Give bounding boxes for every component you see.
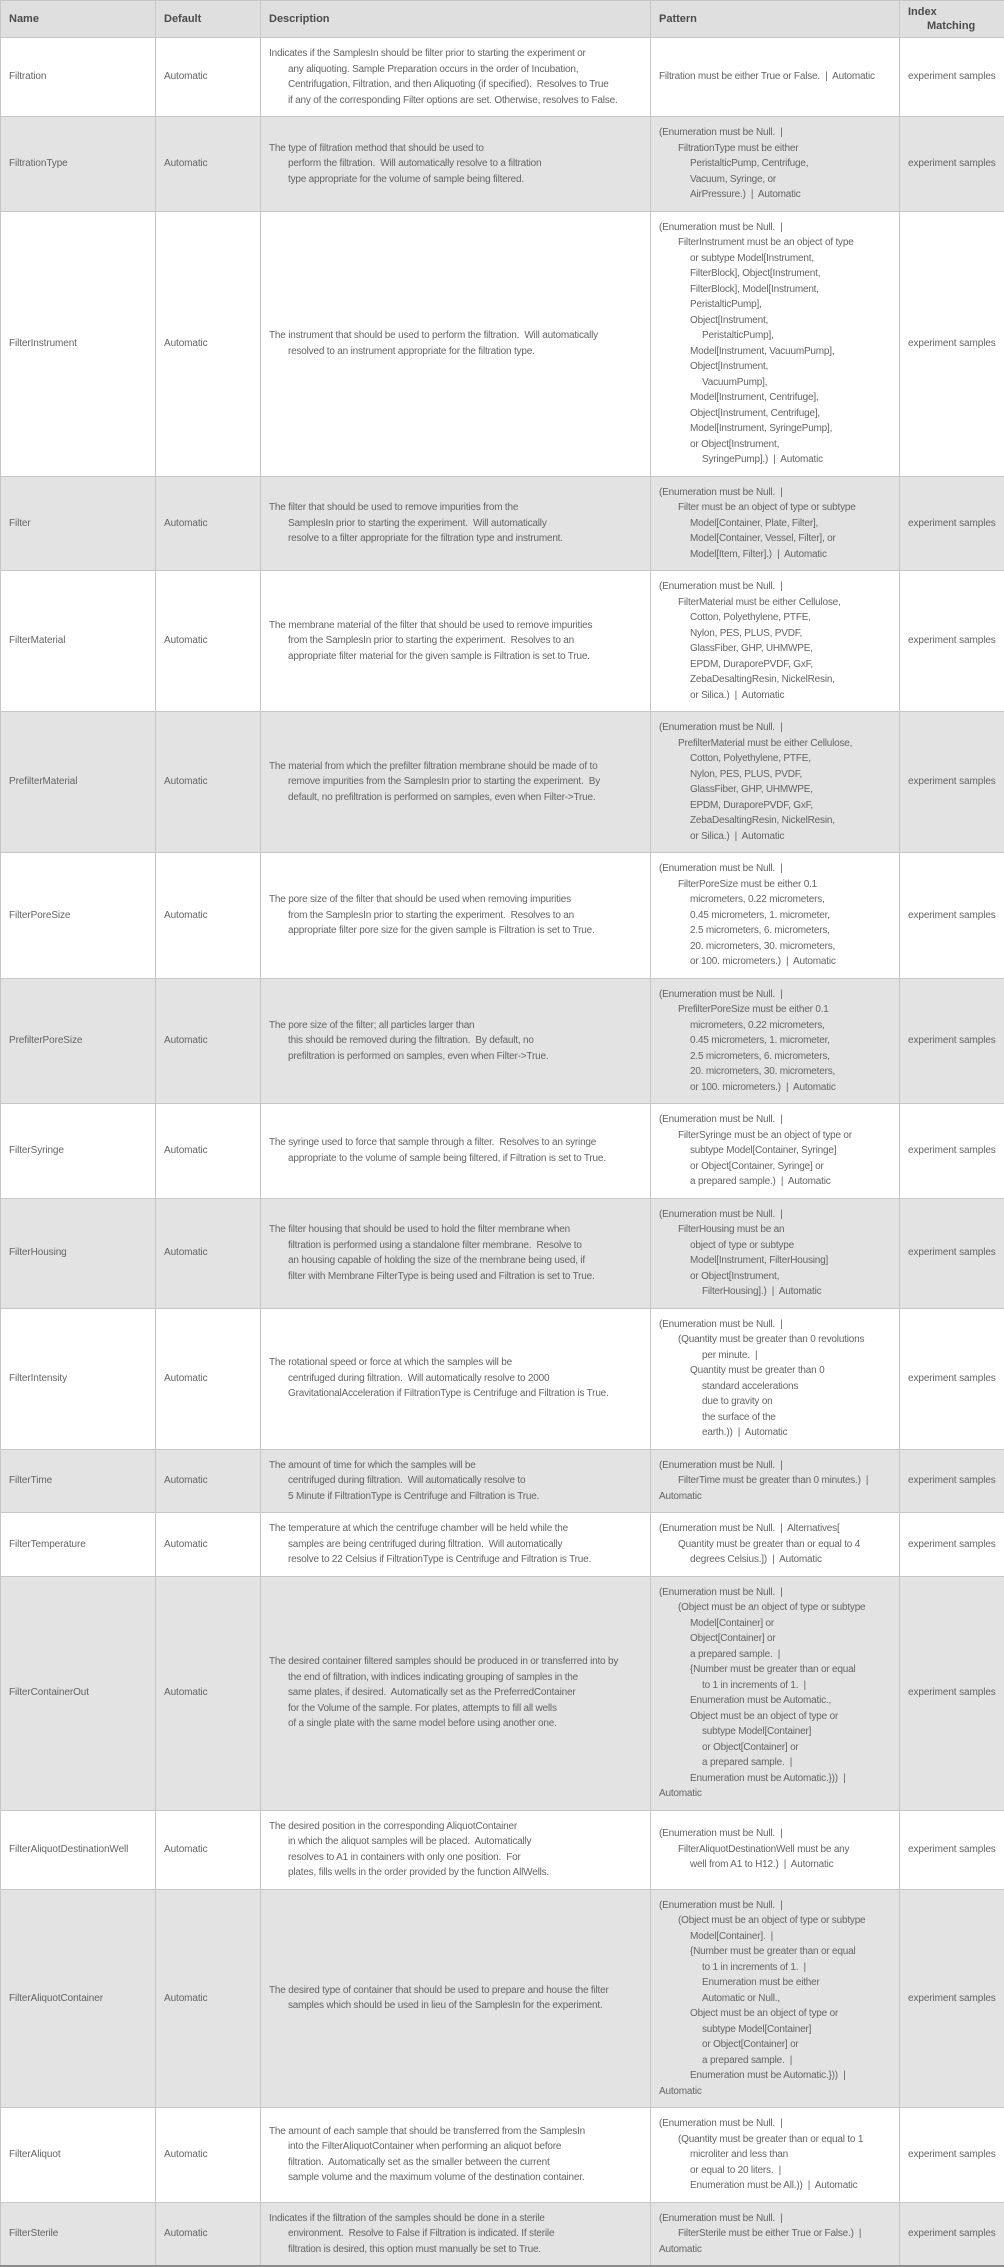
table-row <box>1 1889 1004 2108</box>
text-line: a prepared sample. | <box>659 1647 891 1663</box>
option-pattern <box>651 1889 900 2108</box>
option-pattern <box>651 2108 900 2203</box>
text-line: remove impurities from the SamplesIn prior to starting the experiment. By <box>269 774 642 790</box>
table-row <box>1 571 1004 712</box>
option-default: Automatic <box>156 476 261 571</box>
option-pattern <box>651 712 900 853</box>
table-row <box>1 853 1004 979</box>
table-body <box>1 38 1004 2267</box>
text-line: earth.)) | Automatic <box>659 1425 891 1441</box>
option-description <box>261 117 651 212</box>
text-line: SamplesIn prior to starting the experiment. Will automatically <box>269 516 642 532</box>
text-line: Enumeration must be Automatic., <box>659 1693 891 1709</box>
option-pattern <box>651 1513 900 1577</box>
col-header-default: Default <box>156 1 261 38</box>
text-line: Model[Item, Filter].) | Automatic <box>659 547 891 563</box>
option-default: Automatic <box>156 211 261 476</box>
text-line: FilterBlock], Model[Instrument, <box>659 282 891 298</box>
option-description <box>261 978 651 1104</box>
text-line: (Quantity must be greater than 0 revolutions <box>659 1332 891 1348</box>
option-name: FilterAliquotContainer <box>1 1889 156 2108</box>
option-name: FilterMaterial <box>1 571 156 712</box>
option-default: Automatic <box>156 1308 261 1449</box>
text-line: {Number must be greater than or equal <box>659 1944 891 1960</box>
col-header-index-matching <box>900 1 1004 38</box>
text-line: or Silica.) | Automatic <box>659 829 891 845</box>
text-line: if any of the corresponding Filter options are set. Otherwise, resolves to False. <box>269 93 642 109</box>
option-pattern <box>651 978 900 1104</box>
text-line: The rotational speed or force at which the samples will be <box>269 1355 642 1371</box>
text-line: PeristalticPump], <box>659 297 891 313</box>
text-line: The pore size of the filter; all particles larger than <box>269 1018 642 1034</box>
option-index-matching: experiment samples <box>900 853 1004 979</box>
text-line: appropriate to the volume of sample being filtered, if Filtration is set to True. <box>269 1151 642 1167</box>
option-description <box>261 211 651 476</box>
text-line: Model[Container, Vessel, Filter], or <box>659 531 891 547</box>
text-line: Object must be an object of type or <box>659 1709 891 1725</box>
text-line: Object[Container] or <box>659 1631 891 1647</box>
text-line: micrometers, 0.22 micrometers, <box>659 892 891 908</box>
text-line: plates, fills wells in the order provided by the function AllWells. <box>269 1865 642 1881</box>
text-line: FilterAliquotDestinationWell must be any <box>659 1842 891 1858</box>
text-line: FiltrationType must be either <box>659 141 891 157</box>
text-line: well from A1 to H12.) | Automatic <box>659 1857 891 1873</box>
text-line: Model[Instrument, Centrifuge], <box>659 390 891 406</box>
option-default: Automatic <box>156 1513 261 1577</box>
text-line: Automatic <box>659 2084 891 2100</box>
option-pattern <box>651 38 900 117</box>
option-pattern <box>651 117 900 212</box>
text-line: or subtype Model[Instrument, <box>659 251 891 267</box>
text-line: The filter housing that should be used to hold the filter membrane when <box>269 1222 642 1238</box>
text-line: (Enumeration must be Null. | <box>659 1826 891 1842</box>
text-line: object of type or subtype <box>659 1238 891 1254</box>
text-line: or Object[Container] or <box>659 2037 891 2053</box>
text-line: filtration. Automatically set as the smaller between the current <box>269 2155 642 2171</box>
text-line: resolves to A1 in containers with only one position. For <box>269 1850 642 1866</box>
table-row <box>1 1104 1004 1199</box>
text-line: a prepared sample. | <box>659 1755 891 1771</box>
text-line: PeristalticPump, Centrifuge, <box>659 156 891 172</box>
option-index-matching: experiment samples <box>900 1576 1004 1810</box>
text-line: (Enumeration must be Null. | <box>659 861 891 877</box>
option-default: Automatic <box>156 2202 261 2266</box>
text-line: FilterHousing].) | Automatic <box>659 1284 891 1300</box>
option-index-matching: experiment samples <box>900 2202 1004 2266</box>
text-line: Centrifugation, Filtration, and then Aliquoting (if specified). Resolves to True <box>269 77 642 93</box>
text-line: Quantity must be greater than 0 <box>659 1363 891 1379</box>
text-line: (Enumeration must be Null. | <box>659 1898 891 1914</box>
option-default: Automatic <box>156 1576 261 1810</box>
option-name: FilterHousing <box>1 1198 156 1308</box>
text-line: appropriate filter material for the given sample is Filtration is set to True. <box>269 649 642 665</box>
table-row <box>1 1449 1004 1513</box>
text-line: Nylon, PES, PLUS, PVDF, <box>659 767 891 783</box>
option-default: Automatic <box>156 571 261 712</box>
text-line: The type of filtration method that should be used to <box>269 141 642 157</box>
option-name: Filtration <box>1 38 156 117</box>
text-line: (Enumeration must be Null. | <box>659 720 891 736</box>
text-line: (Enumeration must be Null. | <box>659 579 891 595</box>
text-line: Quantity must be greater than or equal to 4 <box>659 1537 891 1553</box>
text-line: GravitationalAcceleration if FiltrationType is Centrifuge and Filtration is True. <box>269 1386 642 1402</box>
text-line: type appropriate for the volume of sample being filtered. <box>269 172 642 188</box>
text-line: The desired type of container that should be used to prepare and house the filter <box>269 1983 642 1999</box>
text-line: micrometers, 0.22 micrometers, <box>659 1018 891 1034</box>
text-line: (Object must be an object of type or subtype <box>659 1600 891 1616</box>
text-line: The filter that should be used to remove impurities from the <box>269 500 642 516</box>
table-row <box>1 38 1004 117</box>
option-pattern <box>651 853 900 979</box>
text-line: Automatic <box>659 1786 891 1802</box>
option-pattern <box>651 1576 900 1810</box>
text-line: or 100. micrometers.) | Automatic <box>659 954 891 970</box>
text-line: (Enumeration must be Null. | <box>659 1585 891 1601</box>
option-default: Automatic <box>156 1810 261 1889</box>
option-index-matching: experiment samples <box>900 1104 1004 1199</box>
option-name: PrefilterMaterial <box>1 712 156 853</box>
text-line: The syringe used to force that sample through a filter. Resolves to an syringe <box>269 1135 642 1151</box>
option-description <box>261 1449 651 1513</box>
option-description <box>261 38 651 117</box>
text-line: 0.45 micrometers, 1. micrometer, <box>659 1033 891 1049</box>
option-description <box>261 1576 651 1810</box>
option-pattern <box>651 1810 900 1889</box>
text-line: (Enumeration must be Null. | <box>659 125 891 141</box>
text-line: filtration is desired, this option must manually be set to True. <box>269 2242 642 2258</box>
option-description <box>261 2202 651 2266</box>
text-line: or Object[Container, Syringe] or <box>659 1159 891 1175</box>
text-line: or Object[Container] or <box>659 1740 891 1756</box>
col-header-pattern: Pattern <box>651 1 900 38</box>
text-line: (Enumeration must be Null. | <box>659 2211 891 2227</box>
option-default: Automatic <box>156 38 261 117</box>
text-line: Cotton, Polyethylene, PTFE, <box>659 751 891 767</box>
option-name: FiltrationType <box>1 117 156 212</box>
text-line: (Enumeration must be Null. | <box>659 2116 891 2132</box>
option-index-matching: experiment samples <box>900 712 1004 853</box>
option-default: Automatic <box>156 2108 261 2203</box>
text-line: EPDM, DuraporePVDF, GxF, <box>659 798 891 814</box>
option-index-matching: experiment samples <box>900 2108 1004 2203</box>
option-index-matching: experiment samples <box>900 476 1004 571</box>
text-line: 2.5 micrometers, 6. micrometers, <box>659 923 891 939</box>
text-line: {Number must be greater than or equal <box>659 1662 891 1678</box>
option-index-matching: experiment samples <box>900 1810 1004 1889</box>
text-line: environment. Resolve to False if Filtration is indicated. If sterile <box>269 2226 642 2242</box>
text-line: in which the aliquot samples will be placed. Automatically <box>269 1834 642 1850</box>
option-index-matching: experiment samples <box>900 117 1004 212</box>
text-line: of a single plate with the same model before using another one. <box>269 1716 642 1732</box>
text-line: or Object[Instrument, <box>659 437 891 453</box>
option-description <box>261 476 651 571</box>
option-description <box>261 1810 651 1889</box>
text-line: Automatic <box>659 2242 891 2258</box>
text-line: a prepared sample. | <box>659 2053 891 2069</box>
text-line: 20. micrometers, 30. micrometers, <box>659 939 891 955</box>
text-line: FilterMaterial must be either Cellulose, <box>659 595 891 611</box>
text-line: an housing capable of holding the size of the membrane being used, if <box>269 1253 642 1269</box>
text-line: (Enumeration must be Null. | <box>659 1112 891 1128</box>
text-line: FilterTime must be greater than 0 minutes.) | <box>659 1473 891 1489</box>
option-index-matching: experiment samples <box>900 1889 1004 2108</box>
text-line: Model[Container]. | <box>659 1929 891 1945</box>
text-line: (Enumeration must be Null. | Alternatives[ <box>659 1521 891 1537</box>
table-row <box>1 2202 1004 2266</box>
index-header-line1: Index <box>908 5 996 19</box>
text-line: Model[Instrument, VacuumPump], <box>659 344 891 360</box>
text-line: centrifuged during filtration. Will automatically resolve to 2000 <box>269 1371 642 1387</box>
text-line: FilterBlock], Object[Instrument, <box>659 266 891 282</box>
option-default: Automatic <box>156 853 261 979</box>
option-pattern <box>651 1104 900 1199</box>
option-default: Automatic <box>156 1104 261 1199</box>
text-line: subtype Model[Container, Syringe] <box>659 1143 891 1159</box>
option-default: Automatic <box>156 1198 261 1308</box>
option-description <box>261 2108 651 2203</box>
text-line: The desired position in the corresponding AliquotContainer <box>269 1819 642 1835</box>
option-index-matching: experiment samples <box>900 1449 1004 1513</box>
text-line: 0.45 micrometers, 1. micrometer, <box>659 908 891 924</box>
text-line: Indicates if the SamplesIn should be filter prior to starting the experiment or <box>269 46 642 62</box>
text-line: VacuumPump], <box>659 375 891 391</box>
option-name: FilterAliquot <box>1 2108 156 2203</box>
text-line: Enumeration must be either <box>659 1975 891 1991</box>
text-line: from the SamplesIn prior to starting the experiment. Resolves to an <box>269 633 642 649</box>
option-description <box>261 571 651 712</box>
text-line: Model[Instrument, SyringePump], <box>659 421 891 437</box>
text-line: the surface of the <box>659 1410 891 1426</box>
option-name: FilterAliquotDestinationWell <box>1 1810 156 1889</box>
text-line: Model[Container] or <box>659 1616 891 1632</box>
header-row <box>1 1 1004 38</box>
text-line: Object[Instrument, <box>659 359 891 375</box>
text-line: Filtration must be either True or False. | Automatic <box>659 69 891 85</box>
text-line: per minute. | <box>659 1348 891 1364</box>
option-name: FilterTime <box>1 1449 156 1513</box>
text-line: or equal to 20 liters. | <box>659 2163 891 2179</box>
option-pattern <box>651 571 900 712</box>
text-line: or Silica.) | Automatic <box>659 688 891 704</box>
text-line: PeristalticPump], <box>659 328 891 344</box>
option-pattern <box>651 1198 900 1308</box>
text-line: due to gravity on <box>659 1394 891 1410</box>
text-line: or 100. micrometers.) | Automatic <box>659 1080 891 1096</box>
text-line: Enumeration must be All.)) | Automatic <box>659 2178 891 2194</box>
option-name: FilterPoreSize <box>1 853 156 979</box>
text-line: The pore size of the filter that should be used when removing impurities <box>269 892 642 908</box>
option-default: Automatic <box>156 1449 261 1513</box>
text-line: Object[Instrument, <box>659 313 891 329</box>
text-line: into the FilterAliquotContainer when performing an aliquot before <box>269 2139 642 2155</box>
option-name: FilterContainerOut <box>1 1576 156 1810</box>
text-line: Filter must be an object of type or subtype <box>659 500 891 516</box>
text-line: default, no prefiltration is performed on samples, even when Filter->True. <box>269 790 642 806</box>
text-line: a prepared sample.) | Automatic <box>659 1174 891 1190</box>
col-header-name: Name <box>1 1 156 38</box>
text-line: EPDM, DuraporePVDF, GxF, <box>659 657 891 673</box>
text-line: any aliquoting. Sample Preparation occurs in the order of Incubation, <box>269 62 642 78</box>
table-row <box>1 1198 1004 1308</box>
option-description <box>261 1198 651 1308</box>
table-header <box>1 1 1004 38</box>
table-row <box>1 1810 1004 1889</box>
text-line: FilterPoreSize must be either 0.1 <box>659 877 891 893</box>
text-line: The material from which the prefilter filtration membrane should be made of to <box>269 759 642 775</box>
text-line: degrees Celsius.]) | Automatic <box>659 1552 891 1568</box>
option-default: Automatic <box>156 712 261 853</box>
option-name: FilterInstrument <box>1 211 156 476</box>
option-description <box>261 712 651 853</box>
text-line: to 1 in increments of 1. | <box>659 1678 891 1694</box>
text-line: AirPressure.) | Automatic <box>659 187 891 203</box>
text-line: The desired container filtered samples should be produced in or transferred into by <box>269 1654 642 1670</box>
text-line: the end of filtration, with indices indicating grouping of samples in the <box>269 1670 642 1686</box>
text-line: PrefilterPoreSize must be either 0.1 <box>659 1002 891 1018</box>
option-description <box>261 853 651 979</box>
option-description <box>261 1889 651 2108</box>
text-line: FilterInstrument must be an object of type <box>659 235 891 251</box>
option-default: Automatic <box>156 1889 261 2108</box>
text-line: (Enumeration must be Null. | <box>659 220 891 236</box>
text-line: to 1 in increments of 1. | <box>659 1960 891 1976</box>
option-index-matching: experiment samples <box>900 571 1004 712</box>
option-index-matching: experiment samples <box>900 1308 1004 1449</box>
table-row <box>1 2108 1004 2203</box>
text-line: ZebaDesaltingResin, NickelResin, <box>659 813 891 829</box>
text-line: (Enumeration must be Null. | <box>659 485 891 501</box>
text-line: sample volume and the maximum volume of the destination container. <box>269 2170 642 2186</box>
table-row <box>1 1576 1004 1810</box>
text-line: for the Volume of the sample. For plates, attempts to fill all wells <box>269 1701 642 1717</box>
text-line: centrifuged during filtration. Will automatically resolve to <box>269 1473 642 1489</box>
text-line: 5 Minute if FiltrationType is Centrifuge and Filtration is True. <box>269 1489 642 1505</box>
option-index-matching: experiment samples <box>900 38 1004 117</box>
text-line: Cotton, Polyethylene, PTFE, <box>659 610 891 626</box>
text-line: prefiltration is performed on samples, even when Filter->True. <box>269 1049 642 1065</box>
text-line: appropriate filter pore size for the given sample is Filtration is set to True. <box>269 923 642 939</box>
text-line: FilterHousing must be an <box>659 1222 891 1238</box>
table-row <box>1 211 1004 476</box>
text-line: from the SamplesIn prior to starting the experiment. Resolves to an <box>269 908 642 924</box>
index-header-line2: Matching <box>908 19 996 33</box>
text-line: Vacuum, Syringe, or <box>659 172 891 188</box>
text-line: samples are being centrifuged during filtration. Will automatically <box>269 1537 642 1553</box>
text-line: Object must be an object of type or <box>659 2006 891 2022</box>
option-index-matching: experiment samples <box>900 211 1004 476</box>
text-line: or Object[Instrument, <box>659 1269 891 1285</box>
text-line: (Enumeration must be Null. | <box>659 1207 891 1223</box>
text-line: filter with Membrane FilterType is being used and Filtration is set to True. <box>269 1269 642 1285</box>
option-description <box>261 1513 651 1577</box>
text-line: The instrument that should be used to perform the filtration. Will automatically <box>269 328 642 344</box>
text-line: FilterSyringe must be an object of type or <box>659 1128 891 1144</box>
text-line: this should be removed during the filtration. By default, no <box>269 1033 642 1049</box>
text-line: (Object must be an object of type or subtype <box>659 1913 891 1929</box>
text-line: Object[Instrument, Centrifuge], <box>659 406 891 422</box>
option-description <box>261 1104 651 1199</box>
text-line: 20. micrometers, 30. micrometers, <box>659 1064 891 1080</box>
option-description <box>261 1308 651 1449</box>
text-line: 2.5 micrometers, 6. micrometers, <box>659 1049 891 1065</box>
text-line: samples which should be used in lieu of the SamplesIn for the experiment. <box>269 1998 642 2014</box>
option-pattern <box>651 1449 900 1513</box>
text-line: subtype Model[Container] <box>659 1724 891 1740</box>
text-line: (Enumeration must be Null. | <box>659 1317 891 1333</box>
text-line: subtype Model[Container] <box>659 2022 891 2038</box>
text-line: FilterSterile must be either True or False.) | <box>659 2226 891 2242</box>
option-index-matching: experiment samples <box>900 978 1004 1104</box>
table-row <box>1 476 1004 571</box>
text-line: Enumeration must be Automatic.})) | <box>659 1771 891 1787</box>
option-name: PrefilterPoreSize <box>1 978 156 1104</box>
text-line: (Quantity must be greater than or equal to 1 <box>659 2132 891 2148</box>
text-line: GlassFiber, GHP, UHMWPE, <box>659 641 891 657</box>
option-name: FilterSterile <box>1 2202 156 2266</box>
text-line: SyringePump].) | Automatic <box>659 452 891 468</box>
text-line: The temperature at which the centrifuge chamber will be held while the <box>269 1521 642 1537</box>
text-line: perform the filtration. Will automatically resolve to a filtration <box>269 156 642 172</box>
table-row <box>1 1513 1004 1577</box>
text-line: resolve to 22 Celsius if FiltrationType is Centrifuge and Filtration is True. <box>269 1552 642 1568</box>
table-row <box>1 117 1004 212</box>
text-line: standard accelerations <box>659 1379 891 1395</box>
text-line: Enumeration must be Automatic.})) | <box>659 2068 891 2084</box>
option-index-matching: experiment samples <box>900 1513 1004 1577</box>
text-line: ZebaDesaltingResin, NickelResin, <box>659 672 891 688</box>
text-line: filtration is performed using a standalone filter membrane. Resolve to <box>269 1238 642 1254</box>
option-pattern <box>651 211 900 476</box>
option-pattern <box>651 476 900 571</box>
option-pattern <box>651 1308 900 1449</box>
text-line: resolve to a filter appropriate for the filtration type and instrument. <box>269 531 642 547</box>
text-line: Model[Instrument, FilterHousing] <box>659 1253 891 1269</box>
text-line: Indicates if the filtration of the samples should be done in a sterile <box>269 2211 642 2227</box>
col-header-description: Description <box>261 1 651 38</box>
option-default: Automatic <box>156 117 261 212</box>
text-line: The membrane material of the filter that should be used to remove impurities <box>269 618 642 634</box>
option-name: FilterSyringe <box>1 1104 156 1199</box>
text-line: same plates, if desired. Automatically set as the PreferredContainer <box>269 1685 642 1701</box>
table-row <box>1 978 1004 1104</box>
text-line: (Enumeration must be Null. | <box>659 987 891 1003</box>
option-name: FilterTemperature <box>1 1513 156 1577</box>
text-line: PrefilterMaterial must be either Cellulose, <box>659 736 891 752</box>
option-name: Filter <box>1 476 156 571</box>
text-line: (Enumeration must be Null. | <box>659 1458 891 1474</box>
table-row <box>1 712 1004 853</box>
text-line: Nylon, PES, PLUS, PVDF, <box>659 626 891 642</box>
option-default: Automatic <box>156 978 261 1104</box>
text-line: Automatic or Null., <box>659 1991 891 2007</box>
text-line: The amount of time for which the samples will be <box>269 1458 642 1474</box>
option-index-matching: experiment samples <box>900 1198 1004 1308</box>
option-name: FilterIntensity <box>1 1308 156 1449</box>
text-line: resolved to an instrument appropriate for the filtration type. <box>269 344 642 360</box>
text-line: microliter and less than <box>659 2147 891 2163</box>
text-line: GlassFiber, GHP, UHMWPE, <box>659 782 891 798</box>
text-line: Model[Container, Plate, Filter], <box>659 516 891 532</box>
table-row <box>1 1308 1004 1449</box>
text-line: The amount of each sample that should be transferred from the SamplesIn <box>269 2124 642 2140</box>
option-pattern <box>651 2202 900 2266</box>
text-line: Automatic <box>659 1489 891 1505</box>
